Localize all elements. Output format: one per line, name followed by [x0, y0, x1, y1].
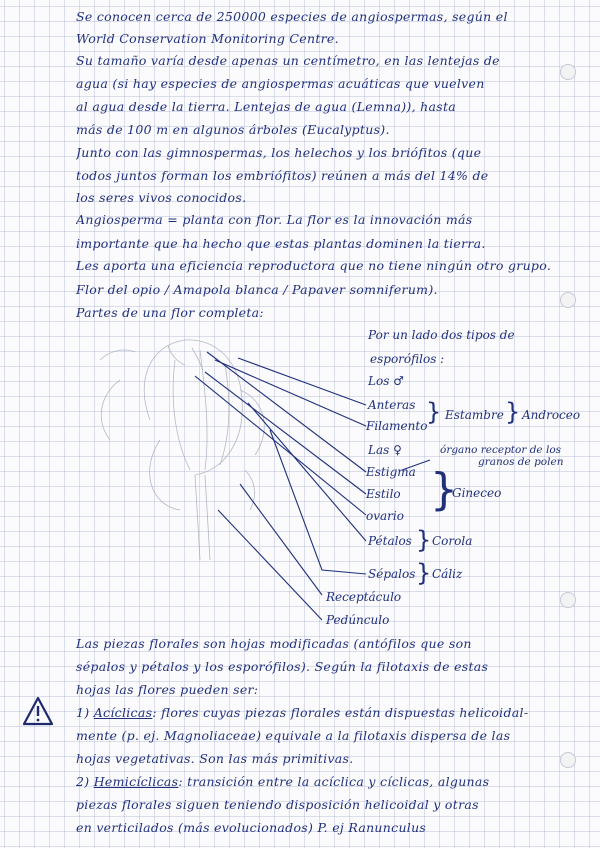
- list-number: 2): [76, 774, 90, 789]
- label-male: Los ♂: [368, 374, 404, 388]
- text-line: Angiosperma = planta con flor. La flor es la innovación más: [76, 212, 473, 227]
- text-line: Les aporta una eficiencia reproductora que no tiene ningún otro grupo.: [76, 258, 552, 273]
- list-text: : flores cuyas piezas florales están dispuestas helicoidal-: [152, 705, 529, 720]
- brace-corola: }: [416, 526, 432, 554]
- text-line: importante que ha hecho que estas plantas dominen la tierra.: [76, 236, 486, 251]
- text-line: Partes de una flor completa:: [76, 305, 264, 320]
- text-line: hojas las flores pueden ser:: [76, 682, 259, 697]
- brace-caliz: }: [416, 559, 432, 587]
- text-line: los seres vivos conocidos.: [76, 190, 247, 205]
- brace-gineceo: }: [430, 464, 458, 515]
- text-line: en verticilados (más evolucionados) P. ej Ranunculus: [76, 820, 427, 835]
- label-estigma: Estigma: [366, 465, 416, 479]
- diagram-intro: Por un lado dos tipos de: [368, 328, 515, 342]
- text-line: agua (si hay especies de angiospermas acuáticas que vuelven: [76, 76, 485, 91]
- text-line: sépalos y pétalos y los esporófilos). Según la filotaxis de estas: [76, 659, 489, 674]
- text-line: todos juntos forman los embriófitos) reúnen a más del 14% de: [76, 168, 489, 183]
- label-filamento: Filamento: [366, 419, 428, 433]
- label-petalos: Pétalos: [368, 534, 412, 548]
- text-line: al agua desde la tierra. Lentejas de agua (Lemna)), hasta: [76, 99, 457, 114]
- diagram-intro: esporófilos :: [370, 352, 445, 366]
- label-estilo: Estilo: [366, 487, 401, 501]
- list-item: [76, 774, 581, 790]
- label-anteras: Anteras: [368, 398, 416, 412]
- text-line: piezas florales siguen teniendo disposición helicoidal y otras: [76, 797, 479, 812]
- text-line: mente (p. ej. Magnoliaceae) equivale a la filotaxis dispersa de las: [76, 728, 511, 743]
- text-line: Flor del opio / Amapola blanca / Papaver somniferum).: [76, 282, 438, 297]
- brace-androceo: }: [505, 398, 521, 426]
- list-item: [76, 705, 581, 721]
- text-line: Las piezas florales son hojas modificadas (antófilos que son: [76, 636, 472, 651]
- list-number: 1): [76, 705, 90, 720]
- text-line: Se conocen cerca de 250000 especies de angiospermas, según el: [76, 9, 508, 24]
- text-line: Su tamaño varía desde apenas un centímetro, en las lentejas de: [76, 53, 500, 68]
- brace-estambre: }: [426, 398, 442, 426]
- label-receptaculo: Receptáculo: [326, 590, 402, 604]
- text-line: Junto con las gimnospermas, los helechos y los briófitos (que: [76, 145, 482, 160]
- label-ovario: ovario: [366, 509, 404, 523]
- label-sepalos: Sépalos: [368, 567, 416, 581]
- term-aciclicas: Acíclicas: [93, 705, 153, 720]
- list-text: : transición entre la acíclica y cíclicas, algunas: [178, 774, 490, 789]
- label-androceo: Androceo: [522, 408, 581, 422]
- organo-receptor-note: granos de polen: [478, 456, 564, 468]
- text-line: más de 100 m en algunos árboles (Eucalyptus).: [76, 122, 390, 137]
- term-hemiciclicas: Hemicíclicas: [93, 774, 179, 789]
- label-gineceo: Gineceo: [452, 486, 502, 500]
- label-pedunculo: Pedúnculo: [326, 613, 390, 627]
- label-estambre: Estambre: [445, 408, 504, 422]
- organo-receptor-note: órgano receptor de los: [440, 444, 562, 456]
- text-line: World Conservation Monitoring Centre.: [76, 31, 339, 46]
- text-line: hojas vegetativas. Son las más primitivas.: [76, 751, 354, 766]
- label-caliz: Cáliz: [432, 567, 463, 581]
- label-female: Las ♀: [368, 443, 402, 457]
- label-corola: Corola: [432, 534, 473, 548]
